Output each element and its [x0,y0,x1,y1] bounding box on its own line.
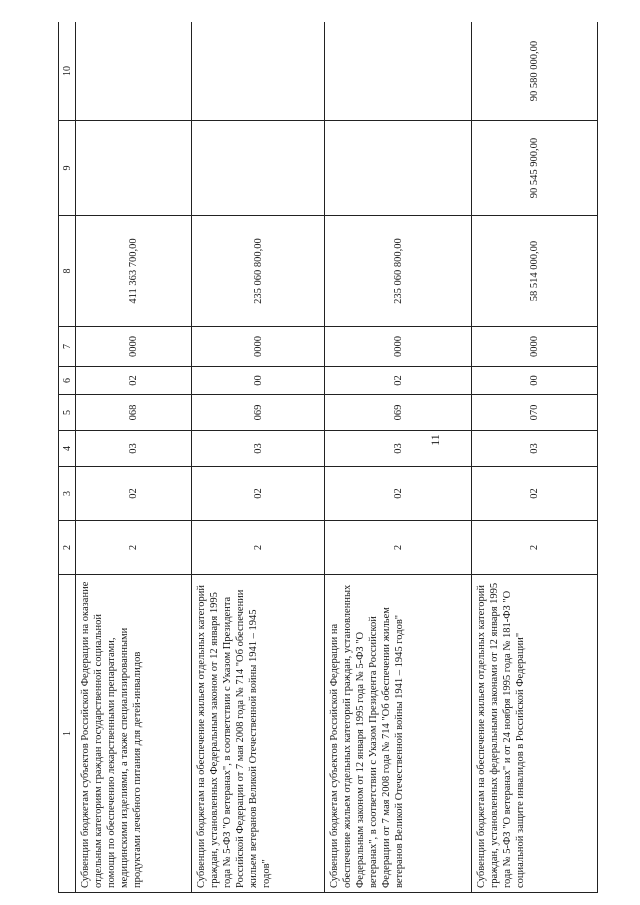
code-cell: 02 [192,467,325,521]
rotated-table-wrapper [58,22,598,893]
code-cell: 069 [325,395,472,431]
amount-cell: 235 060 800,00 [325,216,472,327]
table-row [192,22,325,893]
code-cell: 2 [76,521,192,575]
header-cell: 5 [59,395,76,431]
amount-cell [325,121,472,216]
code-cell: 03 [192,431,325,467]
code-cell: 0000 [472,327,598,367]
header-cell: 1 [59,575,76,893]
header-cell: 10 [59,22,76,121]
code-cell: 0000 [76,327,192,367]
code-cell: 0000 [325,327,472,367]
code-cell: 0000 [192,327,325,367]
table-row [325,22,472,893]
amount-cell [76,22,192,121]
amount-cell: 58 514 000,00 [472,216,598,327]
code-cell: 02 [76,367,192,395]
header-cell: 8 [59,216,76,327]
code-cell: 03 [472,431,598,467]
header-cell: 9 [59,121,76,216]
amount-cell: 90 580 000,00 [472,22,598,121]
code-cell: 2 [472,521,598,575]
amount-cell [76,121,192,216]
code-cell: 02 [472,467,598,521]
header-cell: 4 [59,431,76,467]
table-row [76,22,192,893]
code-cell: 068 [76,395,192,431]
code-cell: 069 [192,395,325,431]
document-page [58,22,598,893]
code-cell: 2 [192,521,325,575]
row-description: Субвенции бюджетам субъектов Российской Федерации на оказание отдельным категориям граждан государственной социальной помощи по обеспечению лекарственными препаратами, медицинскими изделиями, а также специализированными продуктами лечебного питания для детей-инвалидов [76,575,192,893]
amount-cell: 90 545 900,00 [472,121,598,216]
amount-cell: 411 363 700,00 [76,216,192,327]
code-cell: 00 [192,367,325,395]
table-row [472,22,598,893]
header-cell: 7 [59,327,76,367]
code-cell: 02 [76,467,192,521]
header-row [59,22,76,893]
page-number: 11 [428,434,442,446]
code-cell: 03 [76,431,192,467]
row-description: Субвенции бюджетам на обеспечение жильем отдельных категорий граждан, установленных федеральными законами от 12 января 1995 года № 5-ФЗ "О ветеранах" и от 24 ноября 1995 года № 181-ФЗ "О социальной защите инвалидов в Российской Федерации" [472,575,598,893]
code-cell: 02 [325,367,472,395]
code-cell: 2 [325,521,472,575]
amount-cell [192,121,325,216]
amount-cell: 235 060 800,00 [192,216,325,327]
row-description: Субвенции бюджетам на обеспечение жильем отдельных категорий граждан, установленных Федеральным законом от 12 января 1995 года № 5-ФЗ "О ветеранах", в соответствии с Указом Президента Российской Федерации от 7 мая 2008 года № 714 "Об обеспечении жильем ветеранов Великой Отечественной войны 1941 – 1945 годов" [192,575,325,893]
header-cell: 3 [59,467,76,521]
budget-table [58,22,598,893]
header-cell: 2 [59,521,76,575]
code-cell: 00 [472,367,598,395]
code-cell: 070 [472,395,598,431]
amount-cell [325,22,472,121]
code-cell: 02 [325,467,472,521]
amount-cell [192,22,325,121]
header-cell: 6 [59,367,76,395]
row-description: Субвенции бюджетам субъектов Российской Федерации на обеспечение жильем отдельных категорий граждан, установленных Федеральным законом от 12 января 1995 года № 5-ФЗ "О ветеранах", в соответствии с Указом Президента Российской Федерации от 7 мая 2008 года № 714 "Об обеспечении жильем ветеранов Великой Отечественной войны 1941 – 1945 годов" [325,575,472,893]
code-cell: 03 [325,431,472,467]
